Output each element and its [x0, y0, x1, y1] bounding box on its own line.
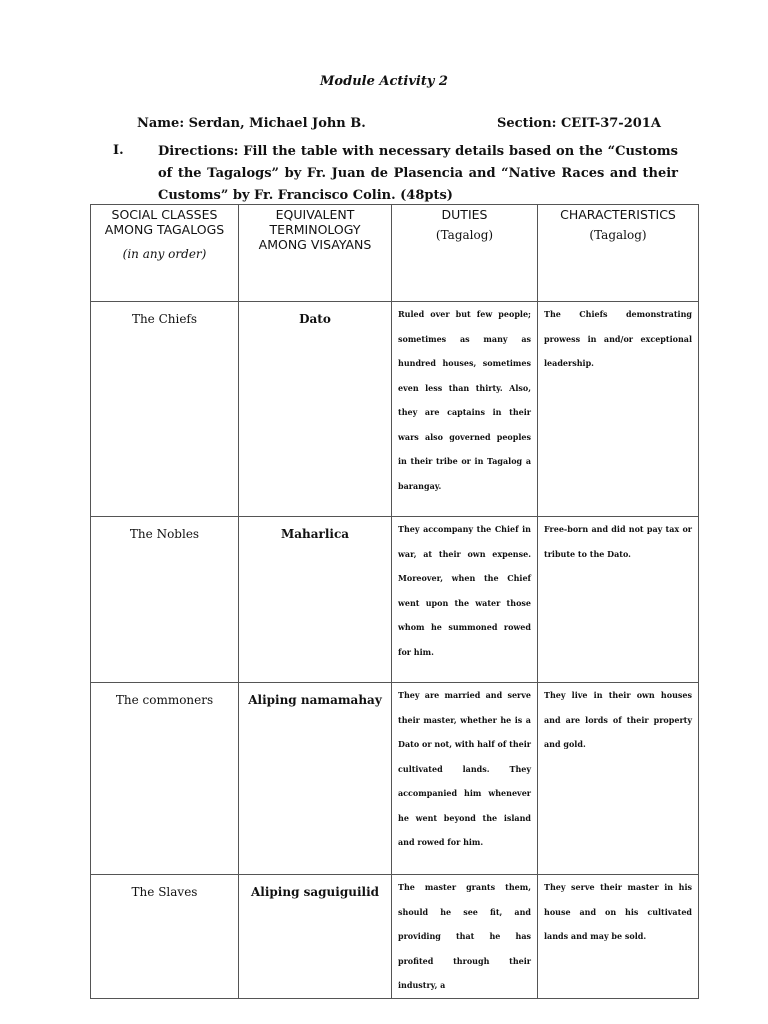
terminology-cell: Aliping namamahay — [239, 683, 392, 875]
directions-text: Directions: Fill the table with necessary details based on the “Customs of the Tagalogs” by Fr. Juan de Plasencia and “Native Races and their Customs” by Fr. Francisco Colin. (48pts) — [158, 144, 678, 203]
duties-cell: They accompany the Chief in war, at their own expense. Moreover, when the Chief went upon the water those whom he summoned rowed for him. — [392, 517, 538, 683]
duties-cell: Ruled over but few people; sometimes as many as hundred houses, sometimes even less than thirty. Also, they are captains in their wars also governed peoples in their tribe or in Tagalog a barangay. — [392, 302, 538, 517]
terminology-cell: Dato — [239, 302, 392, 517]
table-row — [91, 517, 699, 683]
directions-numeral: I. — [113, 143, 124, 158]
characteristics-cell: They live in their own houses and are lords of their property and gold. — [538, 683, 699, 875]
column-header-sub: (Tagalog) — [435, 228, 494, 242]
social-class-cell: The Slaves — [91, 875, 239, 999]
column-header-duties — [392, 205, 538, 302]
terminology-cell: Aliping saguiguilid — [239, 875, 392, 999]
student-name: Name: Serdan, Michael John B. — [137, 116, 366, 131]
column-header-label: EQUIVALENT TERMINOLOGY AMONG VISAYANS — [258, 207, 372, 252]
column-header-sub: (in any order) — [122, 247, 207, 261]
characteristics-cell: They serve their master in his house and on his cultivated lands and may be sold. — [538, 875, 699, 999]
table-header-row — [91, 205, 699, 302]
social-class-cell: The commoners — [91, 683, 239, 875]
table-row — [91, 683, 699, 875]
social-class-cell: The Chiefs — [91, 302, 239, 517]
table-row — [91, 302, 699, 517]
characteristics-cell: Free-born and did not pay tax or tribute to the Dato. — [538, 517, 699, 683]
duties-cell: The master grants them, should he see fit, and providing that he has profited through their industry, a — [392, 875, 538, 999]
column-header-label: SOCIAL CLASSES AMONG TAGALOGS — [104, 207, 225, 237]
duties-cell: They are married and serve their master, whether he is a Dato or not, with half of their cultivated lands. They accompanied him whenever he went beyond the island and rowed for him. — [392, 683, 538, 875]
social-class-cell: The Nobles — [91, 517, 239, 683]
column-header-terminology — [239, 205, 392, 302]
column-header-label: CHARACTERISTICS — [560, 207, 676, 222]
characteristics-cell: The Chiefs demonstrating prowess in and/or exceptional leadership. — [538, 302, 699, 517]
activity-table — [90, 204, 699, 999]
module-title: Module Activity 2 — [320, 74, 448, 89]
column-header-social-classes — [91, 205, 239, 302]
column-header-label: DUTIES — [441, 207, 488, 222]
column-header-sub: (Tagalog) — [589, 228, 647, 242]
student-section: Section: CEIT-37-201A — [497, 116, 661, 131]
column-header-characteristics — [538, 205, 699, 302]
terminology-cell: Maharlica — [239, 517, 392, 683]
table-row — [91, 875, 699, 999]
